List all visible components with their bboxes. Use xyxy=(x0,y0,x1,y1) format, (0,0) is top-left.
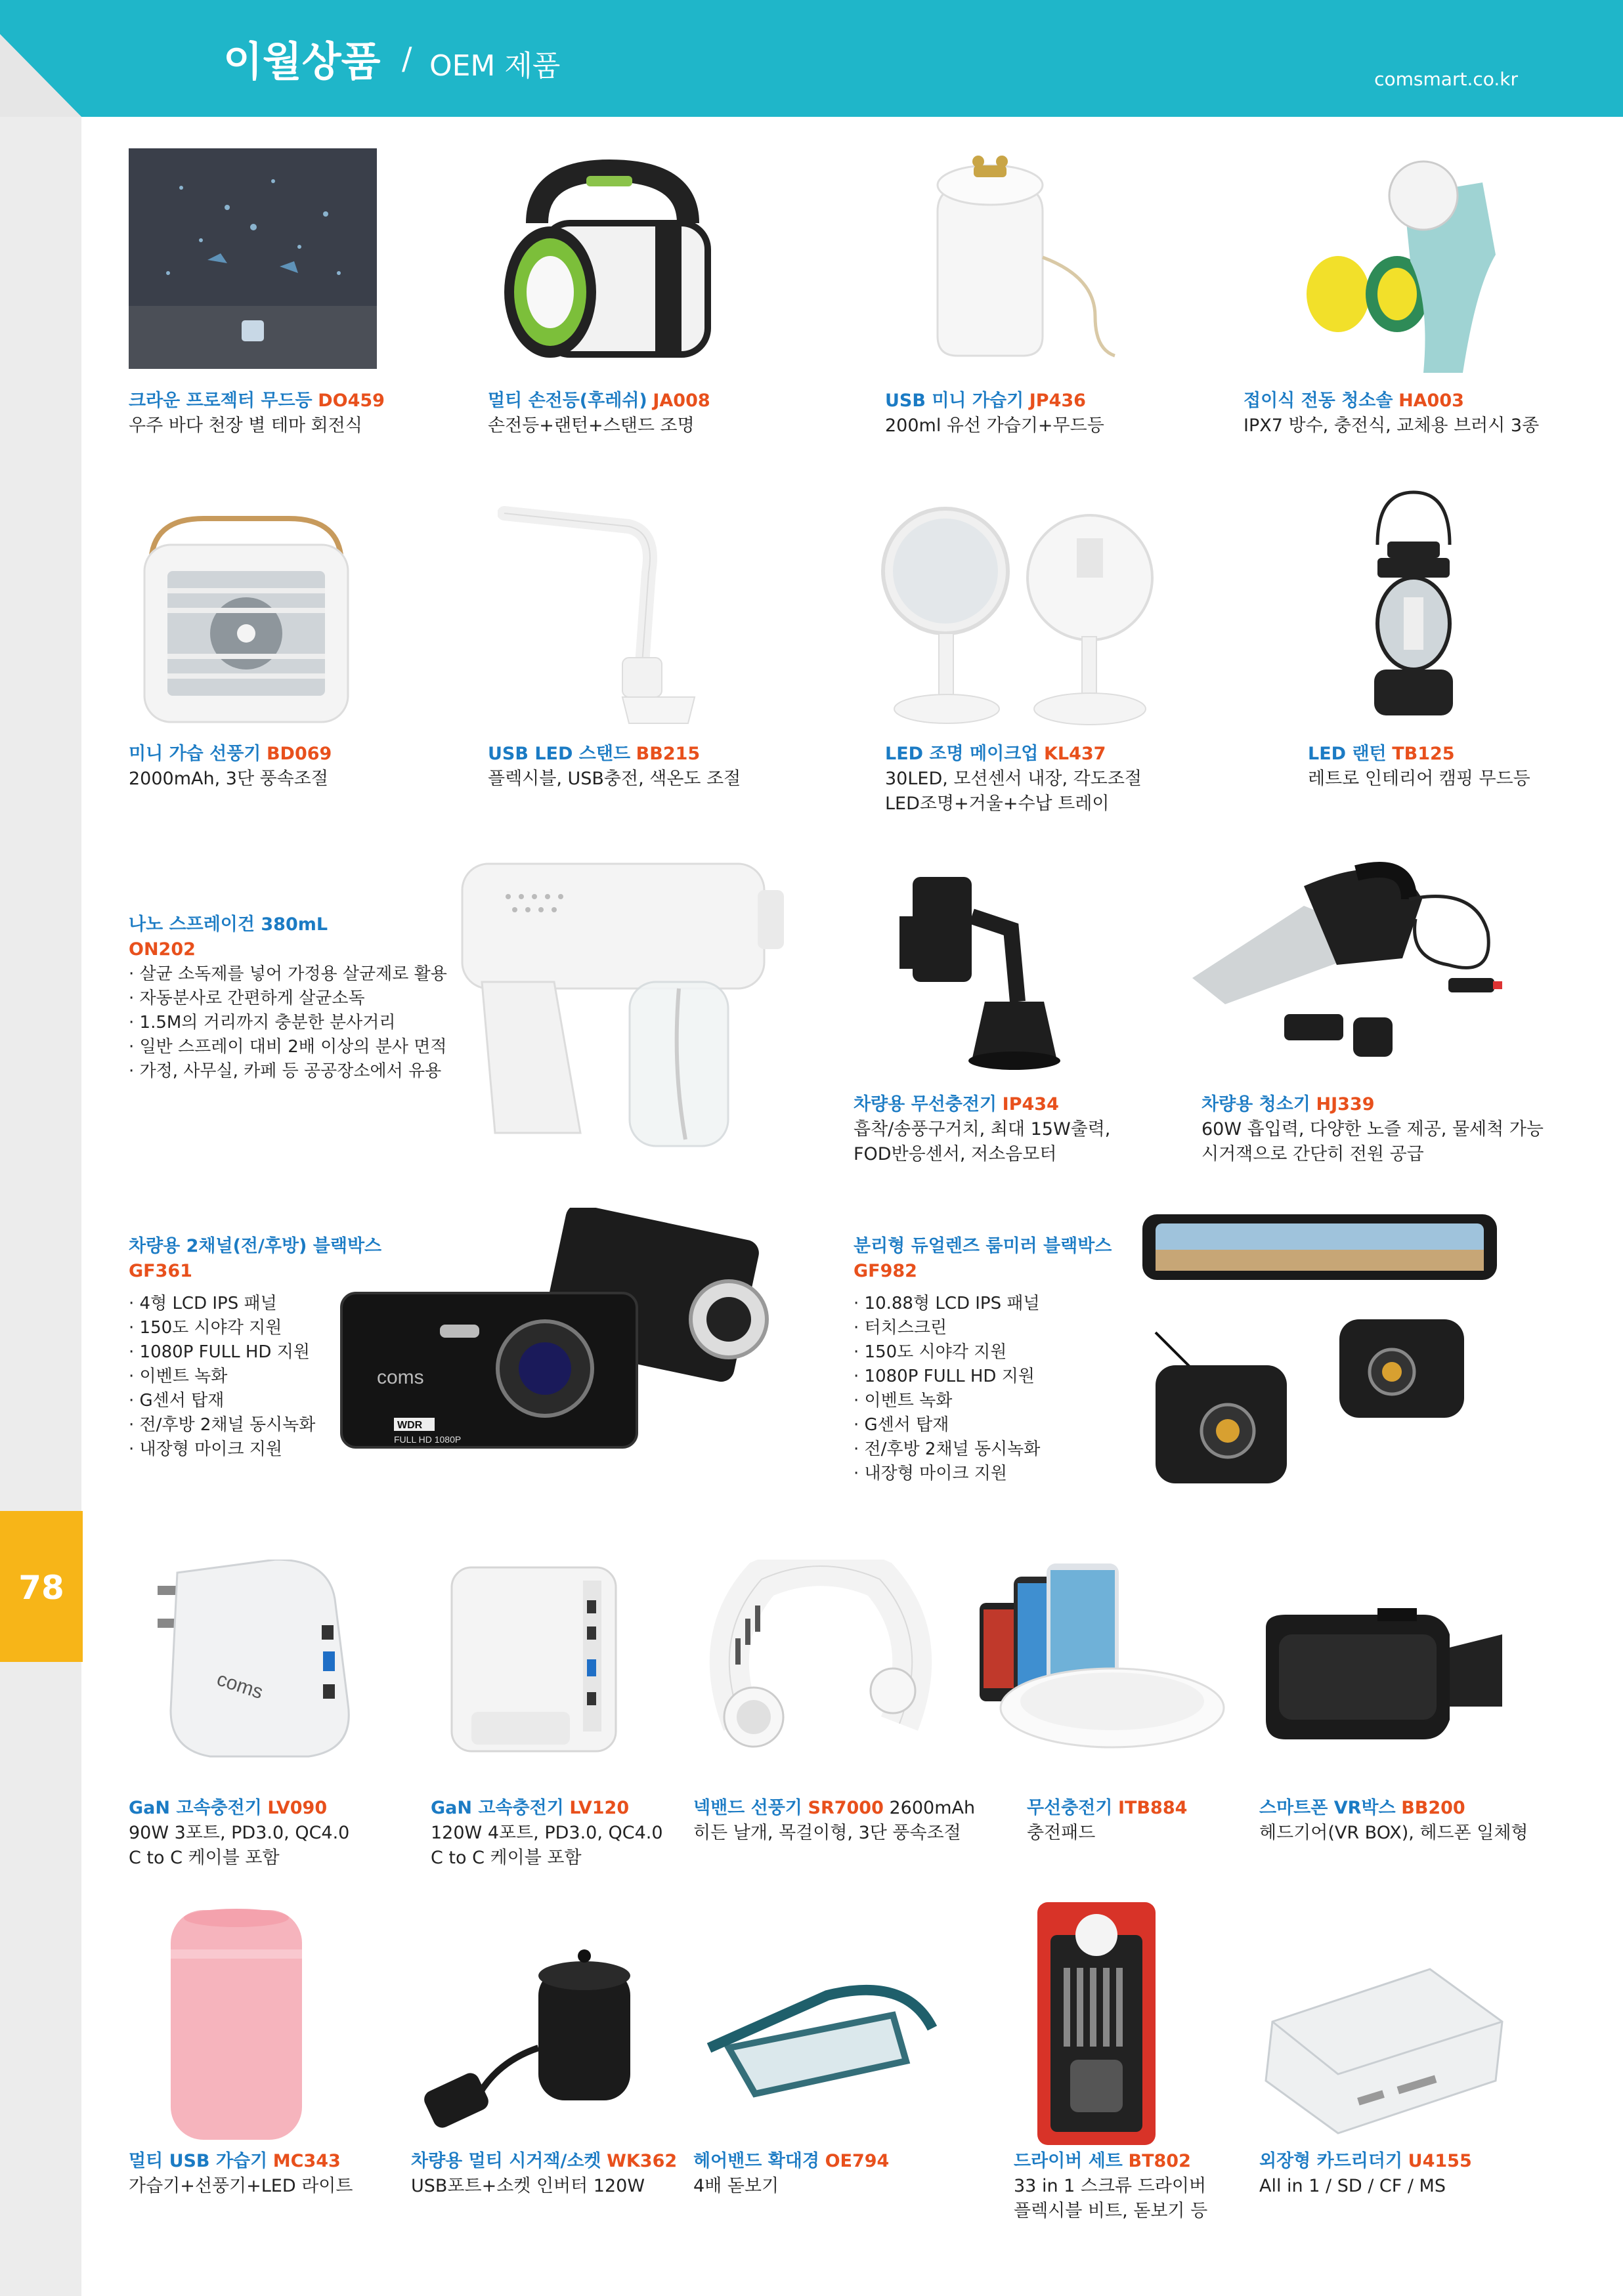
product-desc: IPX7 방수, 충전식, 교체용 브러시 3종 xyxy=(1244,415,1540,436)
product-name: 스마트폰 VR박스 xyxy=(1259,1798,1396,1818)
product-image-flashlight xyxy=(491,151,734,374)
bullet-item: · 1.5M의 거리까지 충분한 분사거리 xyxy=(129,1013,396,1032)
product-code: LV090 xyxy=(267,1798,328,1818)
product-name: 멀티 손전등(후레쉬) xyxy=(488,391,647,411)
block-on202 xyxy=(129,912,447,1084)
product-code: GF982 xyxy=(854,1261,917,1281)
product-desc: 우주 바다 천장 별 테마 회전식 xyxy=(129,415,362,436)
product-image-led-stand xyxy=(498,500,708,736)
product-desc: 레트로 인테리어 캠핑 무드등 xyxy=(1308,769,1530,789)
gf361-logo: coms xyxy=(377,1367,424,1388)
bullet-item: · 1080P FULL HD 지원 xyxy=(129,1342,310,1362)
product-image-spray-gun xyxy=(423,851,830,1159)
product-code: U4155 xyxy=(1408,2151,1472,2171)
site-url[interactable]: comsmart.co.kr xyxy=(1374,68,1518,90)
product-image-driver-set xyxy=(1031,1896,1162,2152)
bullet-item: · G센서 탑재 xyxy=(854,1415,949,1435)
product-code: ITB884 xyxy=(1118,1798,1188,1818)
caption-u4155 xyxy=(1259,2149,1472,2199)
product-image-gan-charger-90w xyxy=(131,1560,361,1763)
bullet-item: · 전/후방 2채널 동시녹화 xyxy=(129,1415,316,1435)
product-desc: 플렉시블 비트, 돋보기 등 xyxy=(1014,2201,1208,2221)
product-desc: 120W 4포트, PD3.0, QC4.0 xyxy=(431,1823,663,1843)
product-desc: C to C 케이블 포함 xyxy=(431,1848,582,1868)
product-desc: 흡착/송풍구거치, 최대 15W출력, xyxy=(854,1119,1111,1139)
product-name: 넥밴드 선풍기 xyxy=(693,1798,802,1818)
bullet-item: · 자동분사로 간편하게 살균소독 xyxy=(129,989,365,1008)
page-title: 이월상품 xyxy=(223,37,381,85)
caption-do459 xyxy=(129,389,385,438)
product-desc: FOD반응센서, 저소음모터 xyxy=(854,1144,1057,1164)
product-name: 차량용 멀티 시거잭/소켓 xyxy=(411,2151,601,2171)
bullet-item: · 이벤트 녹화 xyxy=(129,1367,228,1386)
bullet-item: · 10.88형 LCD IPS 패널 xyxy=(854,1294,1040,1313)
product-code: ON202 xyxy=(129,939,196,960)
product-name: LED 랜턴 xyxy=(1308,744,1387,764)
caption-bb215 xyxy=(488,742,741,792)
product-code: MC343 xyxy=(272,2151,341,2171)
caption-itb884 xyxy=(1027,1796,1187,1846)
product-name: LED 조명 메이크업 xyxy=(885,744,1039,764)
product-code: BB200 xyxy=(1401,1798,1465,1818)
gf361-wdr: WDR xyxy=(397,1420,423,1431)
product-code: OE794 xyxy=(825,2151,890,2171)
product-code: GF361 xyxy=(129,1261,192,1281)
page-subtitle: OEM 제품 xyxy=(429,49,561,83)
caption-kl437 xyxy=(885,742,1142,817)
bullet-item: · 가정, 사무실, 카페 등 공공장소에서 유용 xyxy=(129,1061,442,1081)
product-code: BD069 xyxy=(266,744,332,764)
product-code: WK362 xyxy=(607,2151,678,2171)
caption-bd069 xyxy=(129,742,332,792)
caption-tb125 xyxy=(1308,742,1530,792)
caption-bb200 xyxy=(1259,1796,1528,1846)
product-code: SR7000 xyxy=(808,1798,884,1818)
product-code: JP436 xyxy=(1029,391,1086,411)
product-image-car-socket xyxy=(407,1943,643,2146)
product-image-gan-charger-120w xyxy=(445,1561,629,1758)
product-name: USB 미니 가습기 xyxy=(885,391,1024,411)
product-image-usb-humidifier xyxy=(158,1903,315,2146)
product-desc: 가습기+선풍기+LED 라이트 xyxy=(129,2176,353,2196)
bullet-item: · 터치스크린 xyxy=(854,1318,947,1338)
product-name: 무선충전기 xyxy=(1027,1798,1113,1818)
gf361-fullhd: FULL HD 1080P xyxy=(394,1434,462,1445)
product-code: BT802 xyxy=(1128,2151,1191,2171)
product-name: 차량용 청소기 xyxy=(1201,1094,1310,1115)
product-desc: 헤드기어(VR BOX), 헤드폰 일체형 xyxy=(1259,1823,1528,1843)
bullet-item: · 150도 시야각 지원 xyxy=(854,1342,1007,1362)
product-name: 차량용 무선충전기 xyxy=(854,1094,997,1115)
product-name: 접이식 전동 청소솔 xyxy=(1244,391,1393,411)
product-code: DO459 xyxy=(318,391,385,411)
caption-oe794 xyxy=(693,2149,889,2199)
product-name: 크라운 프로젝터 무드등 xyxy=(129,391,313,411)
bullet-item: · 일반 스프레이 대비 2배 이상의 분사 면적 xyxy=(129,1037,447,1057)
product-desc: 4배 돋보기 xyxy=(693,2176,779,2196)
product-code: JA008 xyxy=(653,391,710,411)
bullet-item: · 4형 LCD IPS 패널 xyxy=(129,1294,277,1313)
product-name: 드라이버 세트 xyxy=(1014,2151,1123,2171)
product-code: TB125 xyxy=(1392,744,1455,764)
caption-ip434 xyxy=(854,1092,1110,1167)
product-image-magnifier-headband xyxy=(696,1963,945,2107)
product-desc: C to C 케이블 포함 xyxy=(129,1848,280,1868)
caption-mc343 xyxy=(129,2149,353,2199)
bullet-item: · 내장형 마이크 지원 xyxy=(854,1464,1007,1483)
product-desc: 200ml 유선 가습기+무드등 xyxy=(885,415,1104,436)
product-name: 나노 스프레이건 380mL xyxy=(129,914,328,935)
bullet-item: · 150도 시야각 지원 xyxy=(129,1318,282,1338)
caption-jp436 xyxy=(885,389,1104,438)
caption-bt802 xyxy=(1014,2149,1207,2224)
product-image-mini-fan xyxy=(131,505,360,735)
product-image-dashcam-gf361 xyxy=(335,1208,808,1457)
product-code: LV120 xyxy=(569,1798,630,1818)
product-name: 헤어밴드 확대경 xyxy=(693,2151,819,2171)
product-desc: All in 1 / SD / CF / MS xyxy=(1259,2176,1446,2196)
product-code: HA003 xyxy=(1398,391,1464,411)
product-image-lantern xyxy=(1358,486,1469,729)
product-desc: 33 in 1 스크류 드라이버 xyxy=(1014,2176,1207,2196)
product-desc: LED조명+거울+수납 트레이 xyxy=(885,794,1110,814)
title-separator: / xyxy=(402,41,412,76)
product-desc: 플렉시블, USB충전, 색온도 조절 xyxy=(488,769,741,789)
product-name: 차량용 2채널(전/후방) 블랙박스 xyxy=(129,1236,382,1256)
product-code: KL437 xyxy=(1043,744,1106,764)
caption-ja008 xyxy=(488,389,710,438)
product-name: USB LED 스탠드 xyxy=(488,744,631,764)
product-image-mirror-dashcam xyxy=(1136,1208,1504,1516)
product-desc: 손전등+랜턴+스탠드 조명 xyxy=(488,415,695,436)
caption-lv120 xyxy=(431,1796,663,1871)
product-name: 멀티 USB 가습기 xyxy=(129,2151,268,2171)
product-image-neckband-fan xyxy=(696,1560,945,1756)
product-image-makeup-mirror xyxy=(873,499,1175,735)
product-image-vr-box xyxy=(1259,1608,1509,1746)
product-name: GaN 고속충전기 xyxy=(129,1798,262,1818)
bullet-item: · G센서 탑재 xyxy=(129,1391,225,1411)
bullet-item: · 내장형 마이크 지원 xyxy=(129,1439,282,1459)
product-desc: 히든 날개, 목걸이형, 3단 풍속조절 xyxy=(693,1823,961,1843)
product-desc: 60W 흡입력, 다양한 노즐 제공, 물세척 가능 xyxy=(1201,1119,1544,1139)
bullet-item: · 1080P FULL HD 지원 xyxy=(854,1367,1035,1386)
product-name: GaN 고속충전기 xyxy=(431,1798,564,1818)
product-image-car-vacuum xyxy=(1186,847,1507,1070)
product-name: 미니 가습 선풍기 xyxy=(129,744,261,764)
caption-ha003 xyxy=(1244,389,1539,438)
product-image-wireless-charger xyxy=(974,1563,1230,1754)
product-desc: 30LED, 모션센서 내장, 각도조절 xyxy=(885,769,1142,789)
product-desc: 시거잭으로 간단히 전원 공급 xyxy=(1201,1144,1424,1164)
product-desc: USB포트+소켓 인버터 120W xyxy=(411,2176,645,2196)
bullet-item: · 살균 소독제를 넣어 가정용 살균제로 활용 xyxy=(129,964,447,984)
product-code: IP434 xyxy=(1002,1094,1059,1115)
lv090-logo: coms xyxy=(214,1668,266,1704)
page-number: 78 xyxy=(18,1569,64,1607)
product-image-cleaning-brush xyxy=(1259,156,1509,379)
product-image-humidifier xyxy=(898,152,1123,379)
caption-hj339 xyxy=(1201,1092,1544,1167)
product-code: BB215 xyxy=(636,744,701,764)
product-image-card-reader xyxy=(1259,1963,1509,2140)
product-desc: 90W 3포트, PD3.0, QC4.0 xyxy=(129,1823,350,1843)
caption-wk362 xyxy=(411,2149,677,2199)
product-image-car-charger-mount xyxy=(873,857,1090,1074)
product-name: 외장형 카드리더기 xyxy=(1259,2151,1403,2171)
block-gf982 xyxy=(854,1234,1112,1486)
left-margin-strip xyxy=(0,0,81,2296)
bullet-item: · 이벤트 녹화 xyxy=(854,1391,953,1411)
bullet-item: · 전/후방 2채널 동시녹화 xyxy=(854,1439,1041,1459)
product-suffix: 2600mAh xyxy=(889,1798,976,1818)
caption-sr7000 xyxy=(693,1796,975,1846)
product-desc: 2000mAh, 3단 풍속조절 xyxy=(129,769,328,789)
product-code: HJ339 xyxy=(1316,1094,1375,1115)
caption-lv090 xyxy=(129,1796,349,1871)
product-desc: 충전패드 xyxy=(1027,1823,1096,1843)
product-name: 분리형 듀얼렌즈 룸미러 블랙박스 xyxy=(854,1236,1112,1256)
product-image-projector xyxy=(129,148,377,369)
